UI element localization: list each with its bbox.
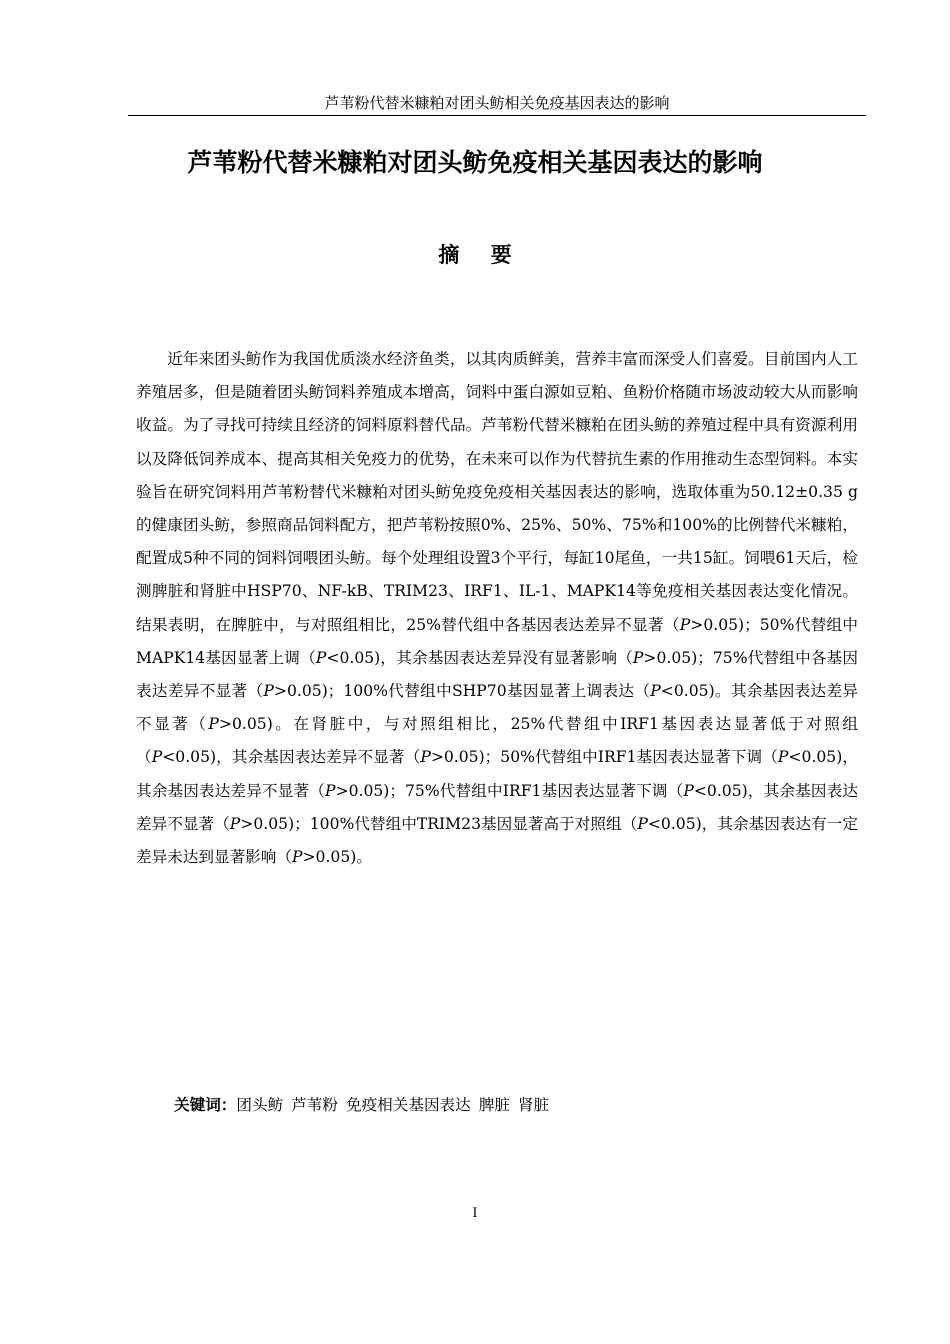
- p-symbol: P: [263, 682, 274, 701]
- abstract-text: >0.05)；75%代替组中各基因表达差异不显著（: [136, 648, 859, 701]
- paper-title: 芦苇粉代替米糠粕对团头鲂免疫相关基因表达的影响: [187, 148, 763, 177]
- abstract-text: >0.05)；50%代替组中MAPK14基因显著上调（: [136, 615, 858, 667]
- p-symbol: P: [679, 615, 691, 634]
- p-symbol: P: [777, 748, 789, 767]
- abstract-text: >0.05)。: [302, 848, 372, 867]
- abstract-text: >0.05)；50%代替组中IRF1基因表达显著下调（: [430, 748, 778, 767]
- abstract-text: <0.05)，其余基因表达差异没有显著影响（: [326, 648, 633, 667]
- p-symbol: P: [291, 848, 303, 867]
- abstract-heading: 摘 要: [438, 243, 524, 267]
- abstract-text: 近年来团头鲂作为我国优质淡水经济鱼类，以其肉质鲜美，营养丰富而深受人们喜爱。目前国内人工养殖居多，但是随着团头鲂饲料养殖成本增高，饲料中蛋白源如豆粕、鱼粉价格随市场波动较大从而影响收益。为了寻找可持续且经济的饲料原料替代品。芦苇粉代替米糠粕在团头鲂的养殖过程中具有资源利用以及降低饲养成本、提高其相关免疫力的优势，在未来可以作为代替抗生素的作用推动生态型饲料。本实验旨在研究饲料用芦苇粉替代米糠粕对团头鲂免疫免疫相关基因表达的影响，选取体重为50.12±0.35 g的健康团头鲂，参照商品饲料配方，把芦苇粉按照0%、25%、50%、75%和100%的比例替代米糠粕，配置成5种不同的饲料饲喂团头鲂。每个处理组设置3个平行，每缸10尾鱼，一共15缸。饲喂61天后，检测脾脏和肾脏中HSP70、NF-kB、TRIM23、IRF1、IL-1、MAPK14等免疫相关基因表达变化情况。结果表明，在脾脏中，与对照组相比，25%替代组中各基因表达差异不显著（: [136, 350, 858, 634]
- keyword: 芦苇粉: [291, 1096, 338, 1114]
- p-symbol: P: [151, 748, 163, 767]
- p-symbol: P: [325, 781, 336, 800]
- page-number: I: [472, 1206, 478, 1221]
- abstract-body: [136, 343, 858, 874]
- abstract-text: >0.05)。在肾脏中，与对照组相比，25%代替组中IRF1基因表达显著低于对照组（: [136, 715, 858, 767]
- abstract-text: <0.05)，其余基因表达差异不显著（: [162, 748, 421, 767]
- running-header: 芦苇粉代替米糠粕对团头鲂相关免疫基因表达的影响: [324, 94, 670, 112]
- p-symbol: P: [420, 748, 431, 767]
- keyword: 肾脏: [517, 1096, 550, 1114]
- keyword: 团头鲂: [236, 1096, 284, 1114]
- p-symbol: P: [650, 682, 661, 701]
- p-symbol: P: [315, 648, 327, 667]
- p-symbol: P: [683, 781, 694, 800]
- abstract-text: >0.05)；100%代替组中TRIM23基因显著高于对照组（: [240, 814, 638, 833]
- abstract-text: <0.05)，其余基因表达差异不显著（: [136, 748, 858, 800]
- abstract-text: >0.05)；100%代替组中SHP70基因显著上调表达（: [273, 682, 651, 701]
- keyword: 免疫相关基因表达: [345, 1096, 471, 1114]
- p-symbol: P: [229, 814, 241, 833]
- keywords-label: 关键词：: [174, 1096, 237, 1114]
- abstract-text: <0.05)，其余基因表达差异不显著（: [136, 781, 858, 833]
- p-symbol: P: [208, 715, 219, 734]
- abstract-paragraph: [136, 343, 858, 874]
- abstract-text: >0.05)；75%代替组中IRF1基因表达显著下调（: [335, 781, 684, 800]
- header-rule: [128, 115, 866, 116]
- abstract-text: <0.05)，其余基因表达有一定差异未达到显著影响（: [136, 814, 858, 867]
- abstract-text: <0.05)。其余基因表达差异不显著（: [136, 682, 858, 734]
- p-symbol: P: [637, 814, 648, 833]
- keywords: [174, 1090, 858, 1120]
- keyword: 脾脏: [478, 1096, 510, 1114]
- p-symbol: P: [632, 648, 644, 667]
